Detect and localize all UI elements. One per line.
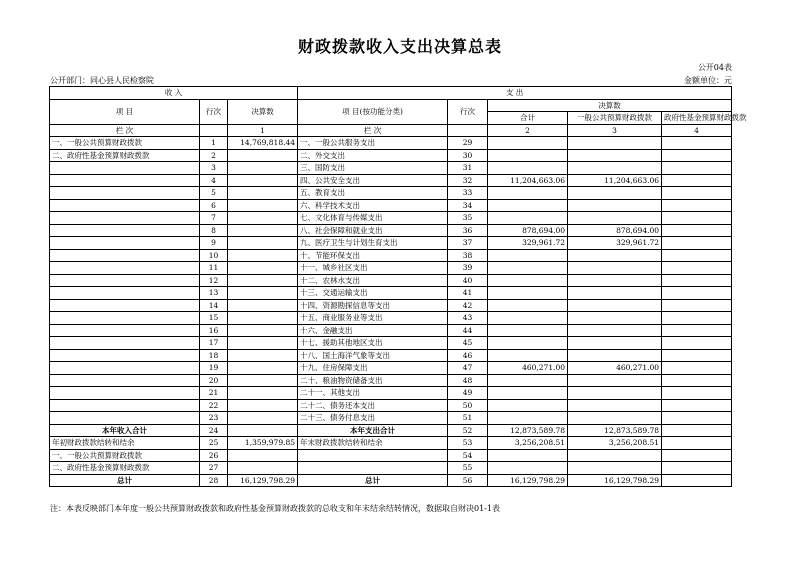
- income-line-no: 13: [200, 287, 228, 300]
- expense-general: [568, 462, 662, 475]
- expense-total: 11,204,663.06: [488, 174, 568, 187]
- column-number-3: 3: [568, 124, 662, 137]
- expense-item: 十七、援助其他地区支出: [298, 337, 448, 350]
- expense-fund: [662, 462, 732, 475]
- footnote: 注：本表反映部门本年度一般公共预算财政拨款和政府性基金预算财政拨款的总收支和年末结余结转情况，数据取自财决01-1表: [50, 504, 500, 513]
- income-item: [50, 274, 200, 287]
- fund-budget-header: 政府性基金预算财政拨款: [662, 112, 732, 125]
- income-item: [50, 387, 200, 400]
- expense-line-no: 54: [448, 449, 488, 462]
- income-amount: [228, 312, 298, 325]
- expense-general: [568, 374, 662, 387]
- table-row: [50, 212, 732, 225]
- expense-total: [488, 412, 568, 425]
- table-row: [50, 449, 732, 462]
- income-item: [50, 412, 200, 425]
- income-item: [50, 199, 200, 212]
- income-amount: [228, 237, 298, 250]
- table-row: [50, 412, 732, 425]
- income-item: [50, 162, 200, 175]
- expense-fund: [662, 249, 732, 262]
- income-item: [50, 337, 200, 350]
- income-line-no: 19: [200, 362, 228, 375]
- table-row: [50, 262, 732, 275]
- expense-line-no: 50: [448, 399, 488, 412]
- table-row: [50, 249, 732, 262]
- expense-item: 四、公共安全支出: [298, 174, 448, 187]
- expense-header: 支 出: [298, 87, 732, 100]
- income-item: 二、政府性基金预算财政拨款: [50, 462, 200, 475]
- total-header: 合计: [488, 112, 568, 125]
- table-row: [50, 149, 732, 162]
- income-amount: [228, 199, 298, 212]
- table-row: [50, 424, 732, 437]
- income-item: 二、政府性基金预算财政拨款: [50, 149, 200, 162]
- expense-item: 八、社会保障和就业支出: [298, 224, 448, 237]
- income-item: 总计: [50, 474, 200, 487]
- expense-item: 总计: [298, 474, 448, 487]
- income-amount: [228, 274, 298, 287]
- income-line-no: 24: [200, 424, 228, 437]
- income-amount: [228, 337, 298, 350]
- expense-fund: [662, 437, 732, 450]
- income-line-no: 9: [200, 237, 228, 250]
- income-line-no: 2: [200, 149, 228, 162]
- expense-total: [488, 287, 568, 300]
- income-line-no: 22: [200, 399, 228, 412]
- income-amount: [228, 449, 298, 462]
- table-row: [50, 324, 732, 337]
- income-item: [50, 224, 200, 237]
- table-row: [50, 437, 732, 450]
- column-number-1: 1: [228, 124, 298, 137]
- expense-item: 十六、金融支出: [298, 324, 448, 337]
- table-row: [50, 337, 732, 350]
- expense-general: [568, 399, 662, 412]
- income-item: [50, 324, 200, 337]
- expense-total: [488, 274, 568, 287]
- expense-item: 二十三、债务付息支出: [298, 412, 448, 425]
- expense-item: 十九、住房保障支出: [298, 362, 448, 375]
- expense-total: [488, 312, 568, 325]
- expense-line-no: 51: [448, 412, 488, 425]
- expense-general: [568, 299, 662, 312]
- expense-total: [488, 199, 568, 212]
- expense-item: 十、节能环保支出: [298, 249, 448, 262]
- income-amount: [228, 387, 298, 400]
- expense-line-no: 29: [448, 137, 488, 150]
- income-item: 一、一般公共预算财政拨款: [50, 137, 200, 150]
- expense-total: 3,256,208.51: [488, 437, 568, 450]
- income-item: [50, 312, 200, 325]
- column-number-2: 2: [488, 124, 568, 137]
- expense-fund: [662, 337, 732, 350]
- table-row: [50, 237, 732, 250]
- expense-fund: [662, 187, 732, 200]
- income-amount: [228, 324, 298, 337]
- income-amount: [228, 299, 298, 312]
- expense-general: 11,204,663.06: [568, 174, 662, 187]
- expense-total: [488, 299, 568, 312]
- expense-fund: [662, 424, 732, 437]
- expense-general: 460,271.00: [568, 362, 662, 375]
- expense-general: [568, 149, 662, 162]
- expense-item: 十五、商业服务业等支出: [298, 312, 448, 325]
- expense-item: [298, 462, 448, 475]
- table-row: [50, 162, 732, 175]
- table-row: [50, 174, 732, 187]
- expense-line-no: 42: [448, 299, 488, 312]
- expense-fund: [662, 349, 732, 362]
- income-item: [50, 237, 200, 250]
- expense-line-no: 47: [448, 362, 488, 375]
- expense-line-no: 34: [448, 199, 488, 212]
- expense-fund: [662, 412, 732, 425]
- expense-general: [568, 212, 662, 225]
- expense-line-no: 45: [448, 337, 488, 350]
- income-item: [50, 399, 200, 412]
- income-line-no: 28: [200, 474, 228, 487]
- expense-fund: [662, 149, 732, 162]
- expense-total: [488, 349, 568, 362]
- income-line-no: 4: [200, 174, 228, 187]
- income-item: [50, 374, 200, 387]
- expense-line-no: 39: [448, 262, 488, 275]
- expense-general: [568, 262, 662, 275]
- income-line-no: 16: [200, 324, 228, 337]
- expense-fund: [662, 362, 732, 375]
- expense-line-no: 35: [448, 212, 488, 225]
- expense-item: 本年支出合计: [298, 424, 448, 437]
- income-item: [50, 187, 200, 200]
- expense-item: 一、一般公共服务支出: [298, 137, 448, 150]
- expense-line-header: 行次: [448, 99, 488, 124]
- table-row: [50, 199, 732, 212]
- expense-total: [488, 449, 568, 462]
- income-amount: [228, 462, 298, 475]
- expense-line-no: 52: [448, 424, 488, 437]
- income-item: [50, 362, 200, 375]
- expense-general: 878,694.00: [568, 224, 662, 237]
- expense-general: 329,961.72: [568, 237, 662, 250]
- expense-fund: [662, 374, 732, 387]
- income-line-no: 6: [200, 199, 228, 212]
- table-row: [50, 274, 732, 287]
- income-item: 一、一般公共预算财政拨款: [50, 449, 200, 462]
- expense-total: [488, 262, 568, 275]
- expense-line-no: 38: [448, 249, 488, 262]
- expense-fund: [662, 262, 732, 275]
- table-row: [50, 362, 732, 375]
- expense-total: 16,129,798.29: [488, 474, 568, 487]
- expense-line-no: 32: [448, 174, 488, 187]
- expense-total: 878,694.00: [488, 224, 568, 237]
- income-item: [50, 212, 200, 225]
- income-amount: [228, 399, 298, 412]
- expense-fund: [662, 324, 732, 337]
- table-row: [50, 462, 732, 475]
- expense-fund: [662, 387, 732, 400]
- income-line-no: 11: [200, 262, 228, 275]
- expense-fund: [662, 237, 732, 250]
- expense-fund: [662, 299, 732, 312]
- income-line-no: 5: [200, 187, 228, 200]
- expense-line-no: 56: [448, 474, 488, 487]
- expense-line-no: 41: [448, 287, 488, 300]
- income-amount: [228, 162, 298, 175]
- expense-general: [568, 249, 662, 262]
- income-amount: 1,359,979.85: [228, 437, 298, 450]
- table-row: [50, 474, 732, 487]
- form-number: 公开04表: [697, 63, 732, 72]
- expense-fund: [662, 399, 732, 412]
- income-line-no: 26: [200, 449, 228, 462]
- expense-amount-header: 决算数: [488, 99, 732, 112]
- income-line-no: 10: [200, 249, 228, 262]
- income-line-no: 23: [200, 412, 228, 425]
- expense-total: [488, 387, 568, 400]
- expense-fund: [662, 199, 732, 212]
- expense-line-no: 55: [448, 462, 488, 475]
- income-amount: 16,129,798.29: [228, 474, 298, 487]
- expense-fund: [662, 162, 732, 175]
- expense-line-no: 53: [448, 437, 488, 450]
- expense-general: [568, 337, 662, 350]
- expense-item: 十八、国土海洋气象等支出: [298, 349, 448, 362]
- budget-table: [49, 86, 747, 487]
- expense-item: 三、国防支出: [298, 162, 448, 175]
- expense-general: [568, 274, 662, 287]
- expense-fund: [662, 312, 732, 325]
- expense-total: [488, 249, 568, 262]
- expense-total: [488, 187, 568, 200]
- table-row: [50, 387, 732, 400]
- expense-item: [298, 449, 448, 462]
- expense-item: 十三、交通运输支出: [298, 287, 448, 300]
- income-amount: [228, 262, 298, 275]
- income-amount: [228, 362, 298, 375]
- expense-general: [568, 137, 662, 150]
- income-item: [50, 349, 200, 362]
- expense-line-no: 33: [448, 187, 488, 200]
- income-item: 年初财政拨款结转和结余: [50, 437, 200, 450]
- unit-label: 金额单位：元: [684, 76, 732, 85]
- expense-fund: [662, 174, 732, 187]
- expense-line-no: 37: [448, 237, 488, 250]
- expense-item: 十二、农林水支出: [298, 274, 448, 287]
- expense-fund: [662, 449, 732, 462]
- income-line-no: 12: [200, 274, 228, 287]
- table-row: [50, 137, 732, 150]
- table-row: [50, 187, 732, 200]
- table-row: [50, 399, 732, 412]
- expense-line-no: 48: [448, 374, 488, 387]
- income-line-no: 17: [200, 337, 228, 350]
- income-amount: [228, 412, 298, 425]
- income-item: [50, 299, 200, 312]
- income-line-header: 行次: [200, 99, 228, 124]
- expense-fund: [662, 474, 732, 487]
- expense-general: 12,873,589.78: [568, 424, 662, 437]
- expense-total: [488, 374, 568, 387]
- expense-general: [568, 287, 662, 300]
- income-line-no: 3: [200, 162, 228, 175]
- income-line-no: 18: [200, 349, 228, 362]
- income-line-no: 20: [200, 374, 228, 387]
- expense-item: 二十一、其他支出: [298, 387, 448, 400]
- table-row: [50, 299, 732, 312]
- income-line-no: 25: [200, 437, 228, 450]
- income-line-no: 1: [200, 137, 228, 150]
- expense-item: 二十二、债务还本支出: [298, 399, 448, 412]
- expense-total: [488, 149, 568, 162]
- expense-general: [568, 312, 662, 325]
- income-amount: [228, 349, 298, 362]
- expense-general: [568, 412, 662, 425]
- expense-total: 329,961.72: [488, 237, 568, 250]
- income-line-no: 14: [200, 299, 228, 312]
- expense-total: [488, 337, 568, 350]
- expense-total: 12,873,589.78: [488, 424, 568, 437]
- expense-item: 二十、粮油物资储备支出: [298, 374, 448, 387]
- expense-line-no: 31: [448, 162, 488, 175]
- expense-general: 3,256,208.51: [568, 437, 662, 450]
- table-row: [50, 312, 732, 325]
- expense-line-no: 49: [448, 387, 488, 400]
- expense-total: [488, 324, 568, 337]
- expense-item: 九、医疗卫生与计划生育支出: [298, 237, 448, 250]
- expense-item: 二、外交支出: [298, 149, 448, 162]
- column-number-4: 4: [662, 124, 732, 137]
- expense-item-header: 项 目(按功能分类): [298, 99, 448, 124]
- expense-fund: [662, 212, 732, 225]
- income-header: 收 入: [50, 87, 298, 100]
- column-label: 栏 次: [298, 124, 448, 137]
- department-label: 公开部门：同心县人民检察院: [50, 76, 154, 85]
- table-row: [50, 224, 732, 237]
- expense-line-no: 44: [448, 324, 488, 337]
- income-item: 本年收入合计: [50, 424, 200, 437]
- expense-item: 六、科学技术支出: [298, 199, 448, 212]
- income-amount-header: 决算数: [228, 99, 298, 124]
- table-row: [50, 287, 732, 300]
- expense-line-no: 40: [448, 274, 488, 287]
- income-line-no: 8: [200, 224, 228, 237]
- income-line-no: 21: [200, 387, 228, 400]
- expense-general: [568, 324, 662, 337]
- expense-total: [488, 462, 568, 475]
- income-amount: [228, 249, 298, 262]
- expense-line-no: 36: [448, 224, 488, 237]
- expense-fund: [662, 287, 732, 300]
- income-item-header: 项 目: [50, 99, 200, 124]
- expense-item: 十一、城乡社区支出: [298, 262, 448, 275]
- expense-item: 十四、资源勘探信息等支出: [298, 299, 448, 312]
- income-line-no: 15: [200, 312, 228, 325]
- expense-general: [568, 349, 662, 362]
- expense-total: [488, 162, 568, 175]
- income-item: [50, 174, 200, 187]
- table-row: [50, 374, 732, 387]
- income-item: [50, 262, 200, 275]
- expense-general: 16,129,798.29: [568, 474, 662, 487]
- expense-general: [568, 387, 662, 400]
- income-item: [50, 287, 200, 300]
- expense-total: 460,271.00: [488, 362, 568, 375]
- expense-line-no: 46: [448, 349, 488, 362]
- income-amount: [228, 224, 298, 237]
- expense-fund: [662, 274, 732, 287]
- income-amount: [228, 212, 298, 225]
- income-line-no: 27: [200, 462, 228, 475]
- expense-line-no: 30: [448, 149, 488, 162]
- expense-total: [488, 137, 568, 150]
- income-amount: [228, 174, 298, 187]
- expense-line-no: 43: [448, 312, 488, 325]
- income-line-no: 7: [200, 212, 228, 225]
- expense-general: [568, 162, 662, 175]
- income-amount: 14,769,818.44: [228, 137, 298, 150]
- income-amount: [228, 374, 298, 387]
- table-row: [50, 349, 732, 362]
- expense-item: 七、文化体育与传媒支出: [298, 212, 448, 225]
- expense-fund: [662, 137, 732, 150]
- expense-item: 年末财政拨款结转和结余: [298, 437, 448, 450]
- expense-item: 五、教育支出: [298, 187, 448, 200]
- expense-general: [568, 187, 662, 200]
- expense-fund: [662, 224, 732, 237]
- income-amount: [228, 424, 298, 437]
- income-amount: [228, 287, 298, 300]
- column-label: 栏 次: [50, 124, 200, 137]
- expense-general: [568, 199, 662, 212]
- general-budget-header: 一般公共预算财政拨款: [568, 112, 662, 125]
- page-title: 财政拨款收入支出决算总表: [297, 37, 502, 56]
- expense-total: [488, 212, 568, 225]
- income-item: [50, 249, 200, 262]
- expense-general: [568, 449, 662, 462]
- income-amount: [228, 187, 298, 200]
- expense-total: [488, 399, 568, 412]
- income-amount: [228, 149, 298, 162]
